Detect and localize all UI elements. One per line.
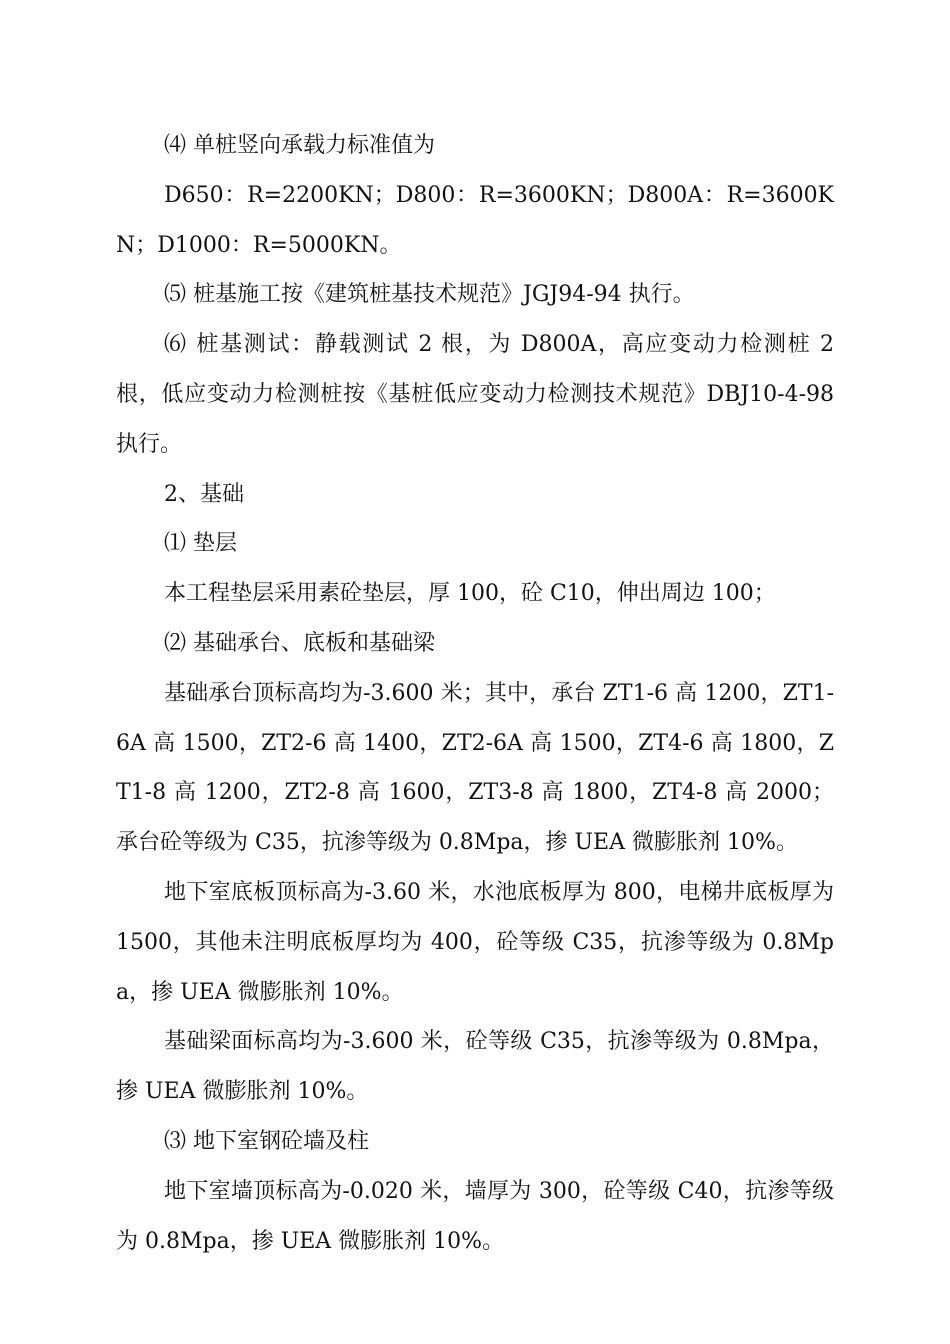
document-body	[116, 121, 834, 1266]
subheading-cushion: ⑴ 垫层	[164, 531, 237, 557]
paragraph-basement-walls: 地下室墙顶标高为-0.020 米，墙厚为 300，砼等级 C40，抗渗等级为 0.8Mpa，掺 UEA 微膨胀剂 10%。	[116, 1178, 834, 1254]
subheading-basement-walls: ⑶ 地下室钢砼墙及柱	[164, 1128, 369, 1154]
paragraph-foundation-beam: 基础梁面标高均为-3.600 米，砼等级 C35，抗渗等级为 0.8Mpa，掺 UEA 微膨胀剂 10%。	[116, 1029, 834, 1105]
paragraph-pile-capacity-values: D650：R=2200KN；D800：R=3600KN；D800A：R=3600KN；D1000：R=5000KN。	[116, 182, 834, 258]
paragraph-pile-capacity-heading: ⑷ 单桩竖向承载力标准值为	[164, 133, 435, 158]
paragraph-pile-testing: ⑹ 桩基测试：静载测试 2 根，为 D800A，高应变动力检测桩 2 根，低应变动力检测桩按《基桩低应变动力检测技术规范》DBJ10-4-98 执行。	[116, 332, 834, 457]
paragraph-basement-slab: 地下室底板顶标高为-3.60 米，水池底板厚为 800，电梯井底板厚为 1500，其他未注明底板厚均为 400，砼等级 C35，抗渗等级为 0.8Mpa，掺 UEA 微膨胀剂 10%。	[116, 879, 834, 1005]
subheading-cap-slab-beam: ⑵ 基础承台、底板和基础梁	[164, 630, 435, 656]
paragraph-pile-caps: 基础承台顶标高均为-3.600 米；其中，承台 ZT1-6 高 1200，ZT1-6A 高 1500，ZT2-6 高 1400，ZT2-6A 高 1500，ZT4-6 高 1800，ZT1-8 高 1200，ZT2-8 高 1600，ZT3-8 高 1800，ZT4-8 高 2000；承台砼等级为 C35，抗渗等级为 0.8Mpa，掺 UEA 微膨胀剂 10%。	[116, 680, 834, 856]
paragraph-cushion: 本工程垫层采用素砼垫层，厚 100，砼 C10，伸出周边 100；	[164, 581, 776, 607]
section-heading-foundation: 2、基础	[164, 481, 244, 507]
paragraph-pile-construction: ⑸ 桩基施工按《建筑桩基技术规范》JGJ94-94 执行。	[164, 282, 695, 308]
